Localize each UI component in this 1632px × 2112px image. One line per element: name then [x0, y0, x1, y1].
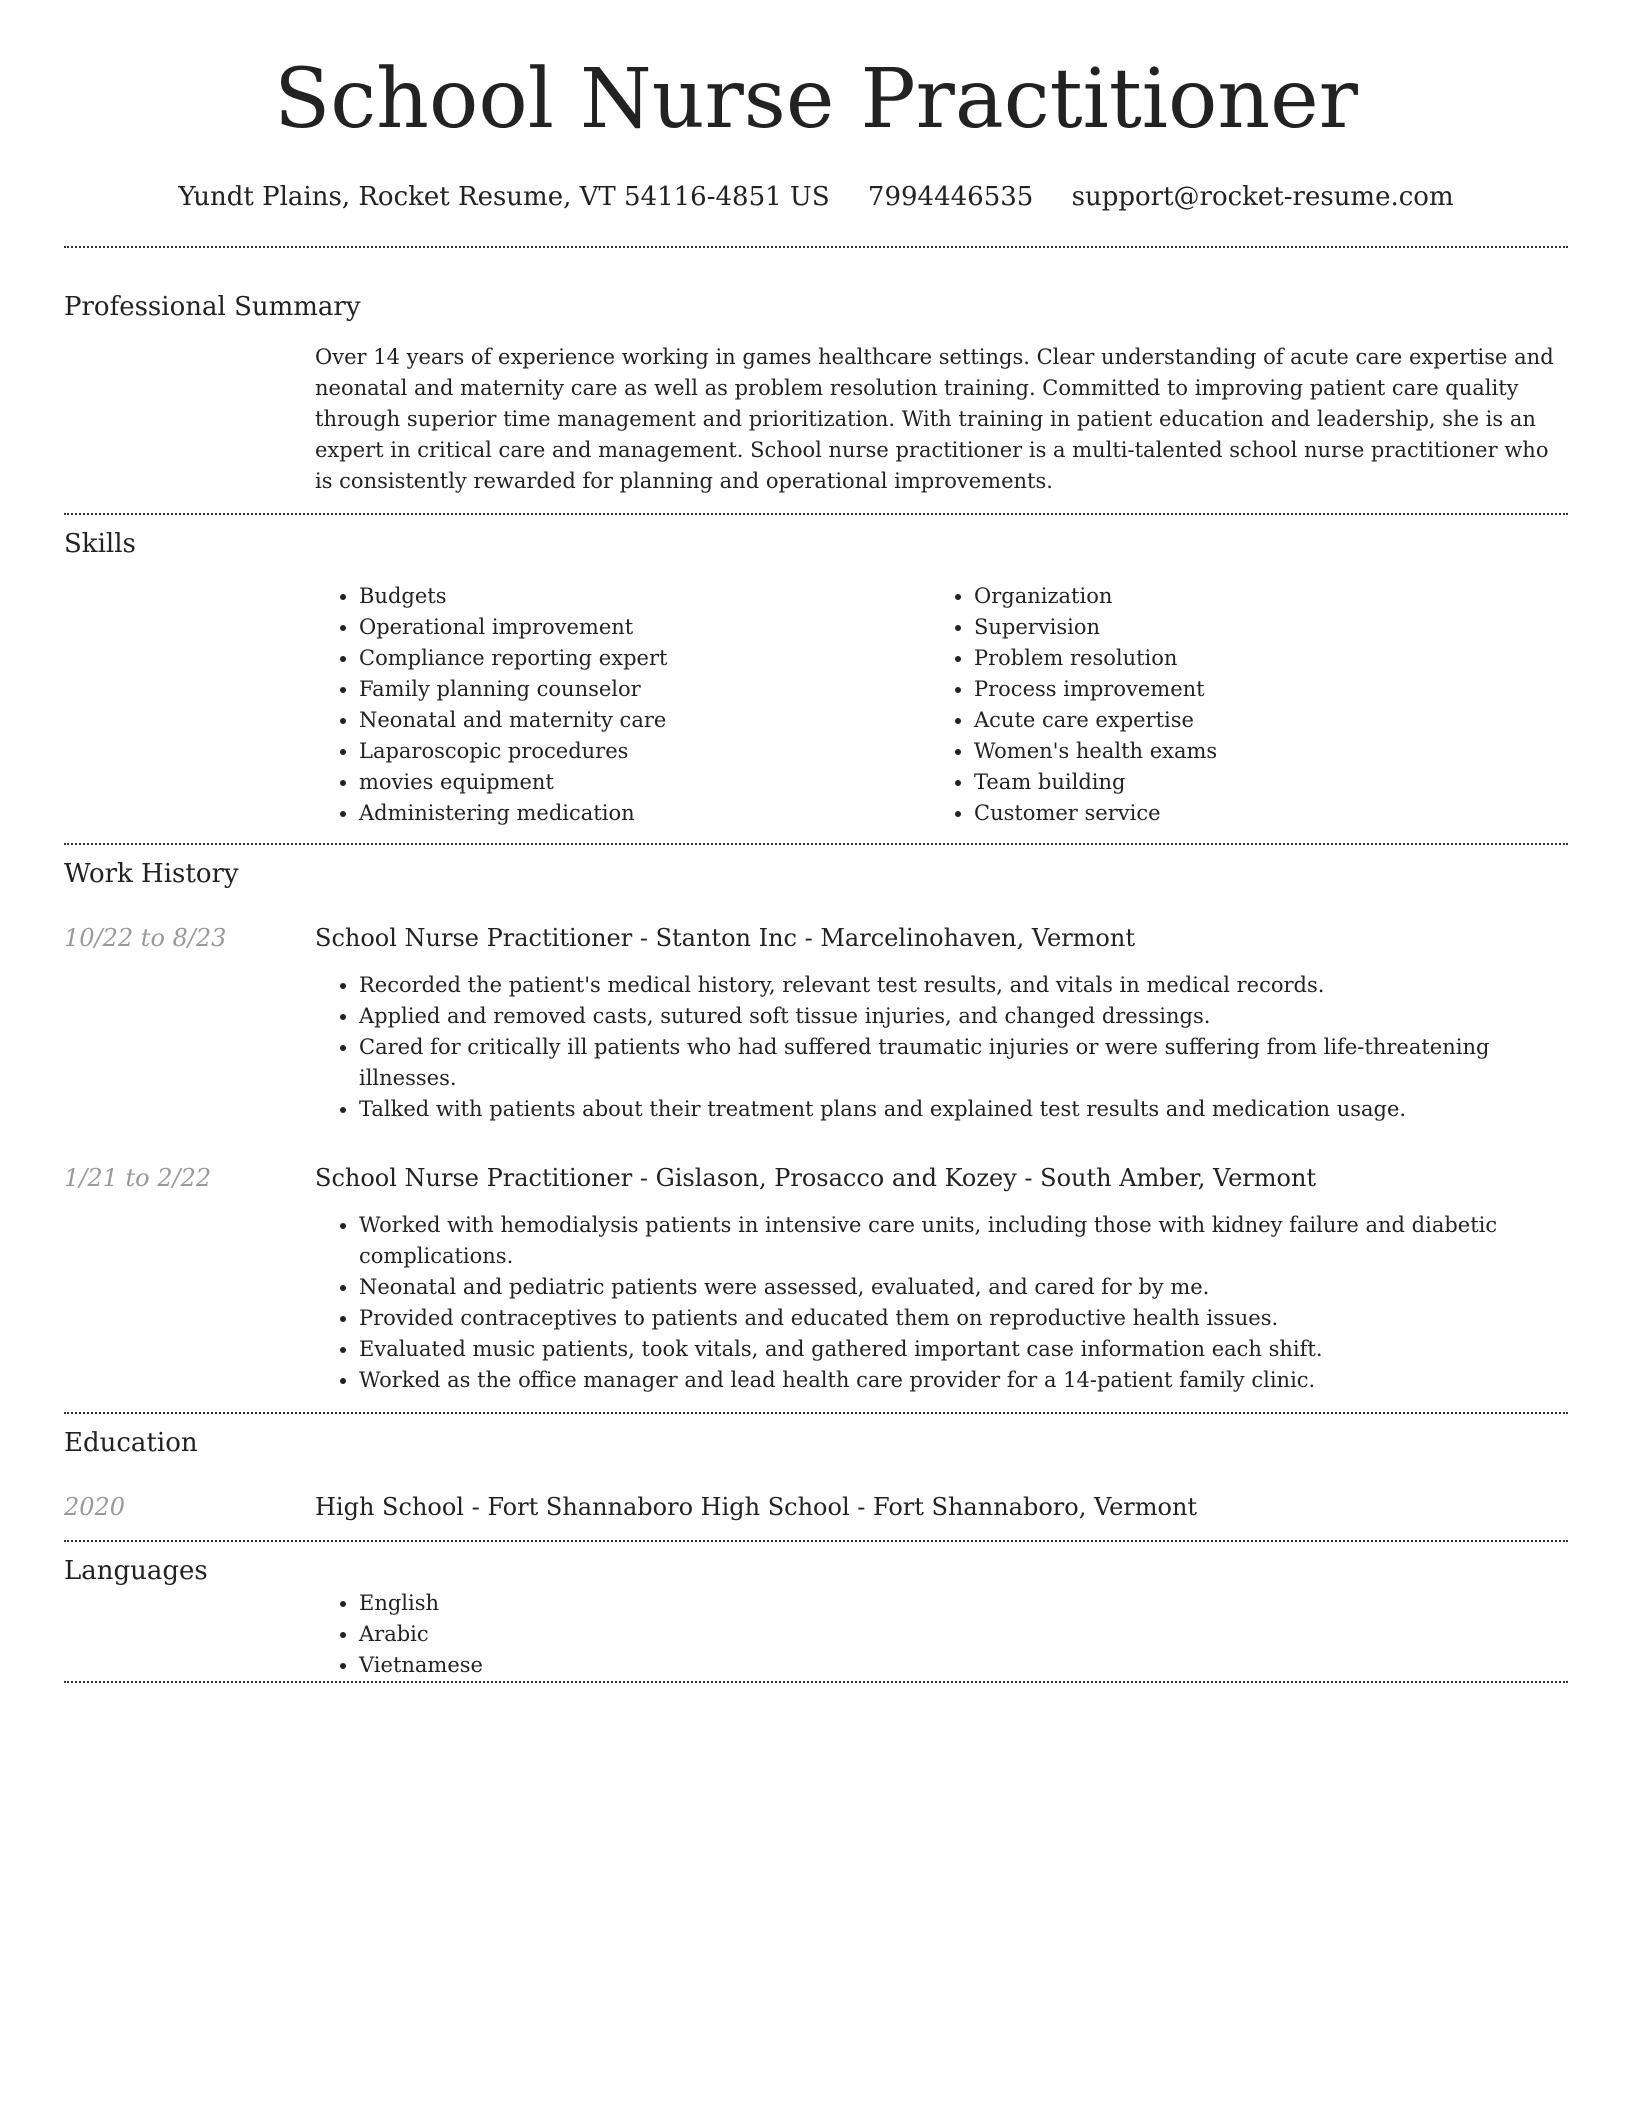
skill-item: • Operational improvement	[359, 612, 930, 643]
education-entry	[64, 1490, 1568, 1524]
education-heading: Education	[64, 1428, 198, 1458]
languages-list	[315, 1588, 1568, 1681]
skill-item: • Laparoscopic procedures	[359, 736, 930, 767]
education-year: 2020	[64, 1493, 126, 1521]
job-entry	[64, 921, 1568, 1125]
skill-item: • Neonatal and maternity care	[359, 705, 930, 736]
skill-item: • Supervision	[974, 612, 1545, 643]
contact-phone: 7994446535	[867, 182, 1034, 212]
job-title: School Nurse Practitioner - Stanton Inc - Marcelinohaven, Vermont	[315, 924, 1135, 952]
job-entry	[64, 1161, 1568, 1396]
skill-item: • Family planning counselor	[359, 674, 930, 705]
language-item: • Arabic	[359, 1619, 1568, 1650]
job-duty: • Worked with hemodialysis patients in intensive care units, including those with kidney failure and diabetic complications.	[359, 1210, 1568, 1272]
skill-item: • Problem resolution	[974, 643, 1545, 674]
language-item: • English	[359, 1588, 1568, 1619]
divider	[64, 1412, 1568, 1414]
education-title: High School - Fort Shannaboro High School - Fort Shannaboro, Vermont	[315, 1493, 1198, 1521]
job-duty: • Provided contraceptives to patients and educated them on reproductive health issues.	[359, 1303, 1568, 1334]
skill-item: • Women's health exams	[974, 736, 1545, 767]
languages-section	[64, 1554, 1568, 1681]
work-history-section	[64, 857, 1568, 1396]
summary-heading: Professional Summary	[64, 292, 361, 322]
work-history-heading: Work History	[64, 859, 239, 889]
skill-item: • movies equipment	[359, 767, 930, 798]
skills-column-right	[930, 581, 1545, 829]
divider	[64, 1540, 1568, 1542]
divider	[64, 513, 1568, 515]
contact-email: support@rocket-resume.com	[1071, 182, 1454, 212]
skill-item: • Organization	[974, 581, 1545, 612]
skills-section	[64, 527, 1568, 829]
skills-grid	[315, 581, 1568, 829]
skills-column-left	[315, 581, 930, 829]
skills-heading: Skills	[64, 529, 136, 559]
contact-address: Yundt Plains, Rocket Resume, VT 54116-4851 US	[178, 182, 830, 212]
language-item: • Vietnamese	[359, 1650, 1568, 1681]
divider	[64, 246, 1568, 248]
job-duties	[315, 1210, 1568, 1396]
summary-text: Over 14 years of experience working in games healthcare settings. Clear understanding of acute care expertise and neonatal and maternity care as well as problem resolution training. Committed to improving patient care quality through superior time management and prioritization. With training in patient education and leadership, she is an expert in critical care and management. School nurse practitioner is a multi-talented school nurse practitioner who is consistently rewarded for planning and operational improvements.	[315, 345, 1554, 493]
job-duty: • Neonatal and pediatric patients were assessed, evaluated, and cared for by me.	[359, 1272, 1568, 1303]
candidate-name: School Nurse Practitioner	[274, 52, 1358, 147]
skill-item: • Administering medication	[359, 798, 930, 829]
job-dates: 10/22 to 8/23	[64, 924, 227, 952]
job-duty: • Worked as the office manager and lead health care provider for a 14-patient family clinic.	[359, 1365, 1568, 1396]
job-title: School Nurse Practitioner - Gislason, Prosacco and Kozey - South Amber, Vermont	[315, 1164, 1317, 1192]
education-section	[64, 1426, 1568, 1524]
skill-item: • Process improvement	[974, 674, 1545, 705]
job-duties	[315, 970, 1568, 1125]
divider	[64, 843, 1568, 845]
skill-item: • Compliance reporting expert	[359, 643, 930, 674]
job-duty: • Applied and removed casts, sutured soft tissue injuries, and changed dressings.	[359, 1001, 1568, 1032]
skill-item: • Customer service	[974, 798, 1545, 829]
job-duty: • Recorded the patient's medical history, relevant test results, and vitals in medical records.	[359, 970, 1568, 1001]
contact-line	[64, 180, 1568, 214]
summary-section	[64, 290, 1568, 497]
skill-item: • Budgets	[359, 581, 930, 612]
job-duty: • Cared for critically ill patients who had suffered traumatic injuries or were suffering from life-threatening illnesses.	[359, 1032, 1568, 1094]
divider	[64, 1681, 1568, 1683]
skill-item: • Team building	[974, 767, 1545, 798]
job-duty: • Talked with patients about their treatment plans and explained test results and medication usage.	[359, 1094, 1568, 1125]
job-duty: • Evaluated music patients, took vitals, and gathered important case information each shift.	[359, 1334, 1568, 1365]
skill-item: • Acute care expertise	[974, 705, 1545, 736]
job-dates: 1/21 to 2/22	[64, 1164, 212, 1192]
languages-heading: Languages	[64, 1556, 208, 1586]
